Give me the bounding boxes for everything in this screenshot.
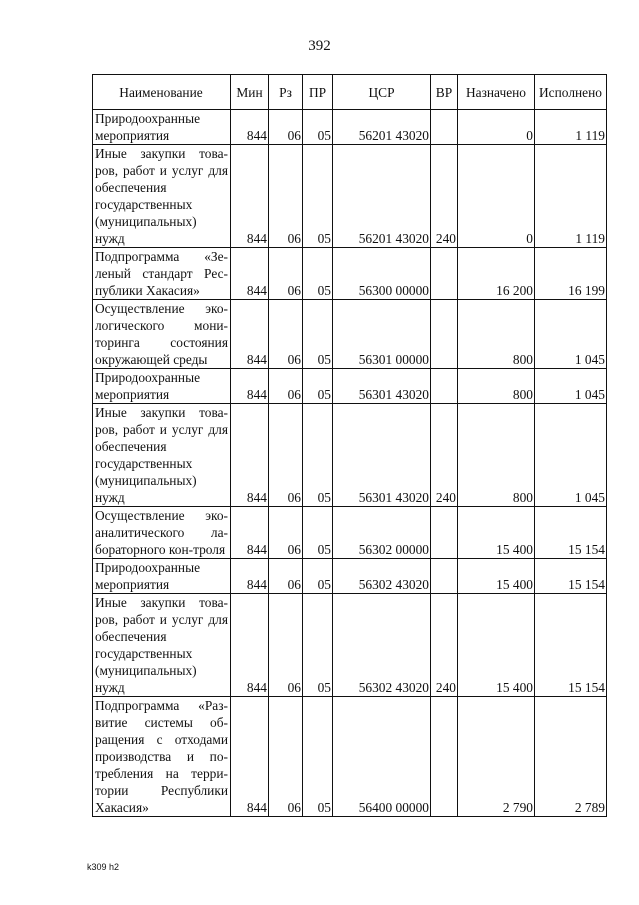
cell-min: 844: [231, 507, 269, 559]
cell-vr: 240: [431, 594, 458, 697]
table-row: [93, 594, 607, 697]
cell-rz: 06: [269, 248, 303, 300]
cell-vr: [431, 110, 458, 145]
cell-pr: 05: [303, 300, 333, 369]
header-name: Наименование: [93, 75, 231, 110]
cell-executed: 1 045: [535, 300, 607, 369]
cell-executed: 1 045: [535, 369, 607, 404]
cell-csr: 56302 43020: [333, 594, 431, 697]
page-number: 392: [308, 38, 331, 54]
table-row: [93, 369, 607, 404]
table-row: [93, 145, 607, 248]
cell-csr: 56300 00000: [333, 248, 431, 300]
cell-name: Иные закупки това-ров, работ и услуг для обеспечения государственных (муниципальных) нужд: [93, 145, 231, 248]
header-executed: Исполнено: [535, 75, 607, 110]
cell-vr: [431, 559, 458, 594]
cell-min: 844: [231, 300, 269, 369]
cell-vr: 240: [431, 404, 458, 507]
cell-vr: [431, 507, 458, 559]
cell-pr: 05: [303, 248, 333, 300]
cell-vr: [431, 300, 458, 369]
cell-vr: [431, 697, 458, 817]
header-pr: ПР: [303, 75, 333, 110]
cell-name: Иные закупки това-ров, работ и услуг для обеспечения государственных (муниципальных) нужд: [93, 594, 231, 697]
cell-csr: 56201 43020: [333, 145, 431, 248]
cell-assigned: 800: [458, 404, 535, 507]
header-assigned: Назначено: [458, 75, 535, 110]
table-row: [93, 110, 607, 145]
cell-vr: [431, 248, 458, 300]
cell-name: Природоохранные мероприятия: [93, 369, 231, 404]
cell-vr: 240: [431, 145, 458, 248]
table-row: [93, 507, 607, 559]
cell-min: 844: [231, 404, 269, 507]
cell-min: 844: [231, 369, 269, 404]
cell-csr: 56201 43020: [333, 110, 431, 145]
cell-rz: 06: [269, 145, 303, 248]
cell-min: 844: [231, 145, 269, 248]
table-row: [93, 300, 607, 369]
table-row: [93, 697, 607, 817]
cell-executed: 15 154: [535, 559, 607, 594]
table-row: [93, 248, 607, 300]
footer-code: k309 h2: [87, 862, 120, 872]
cell-executed: 2 789: [535, 697, 607, 817]
cell-pr: 05: [303, 110, 333, 145]
cell-pr: 05: [303, 697, 333, 817]
cell-rz: 06: [269, 300, 303, 369]
cell-min: 844: [231, 559, 269, 594]
budget-table: [92, 74, 607, 817]
cell-executed: 1 119: [535, 110, 607, 145]
cell-assigned: 800: [458, 369, 535, 404]
cell-vr: [431, 369, 458, 404]
cell-executed: 1 119: [535, 145, 607, 248]
header-row: [93, 75, 607, 110]
cell-min: 844: [231, 110, 269, 145]
header-min: Мин: [231, 75, 269, 110]
cell-pr: 05: [303, 507, 333, 559]
cell-rz: 06: [269, 594, 303, 697]
table-row: [93, 559, 607, 594]
cell-pr: 05: [303, 404, 333, 507]
cell-pr: 05: [303, 559, 333, 594]
cell-rz: 06: [269, 559, 303, 594]
cell-executed: 15 154: [535, 507, 607, 559]
cell-name: Подпрограмма «Зе-леный стандарт Рес-публики Хакасия»: [93, 248, 231, 300]
cell-name: Осуществление эко-логического мони-торинга состояния окружающей среды: [93, 300, 231, 369]
cell-csr: 56302 00000: [333, 507, 431, 559]
header-csr: ЦСР: [333, 75, 431, 110]
cell-rz: 06: [269, 697, 303, 817]
cell-pr: 05: [303, 594, 333, 697]
cell-executed: 1 045: [535, 404, 607, 507]
cell-name: Осуществление эко-аналитического ла-бораторного кон-троля: [93, 507, 231, 559]
cell-assigned: 0: [458, 110, 535, 145]
cell-pr: 05: [303, 145, 333, 248]
cell-assigned: 16 200: [458, 248, 535, 300]
cell-csr: 56301 43020: [333, 369, 431, 404]
cell-pr: 05: [303, 369, 333, 404]
cell-assigned: 15 400: [458, 507, 535, 559]
cell-min: 844: [231, 248, 269, 300]
cell-rz: 06: [269, 369, 303, 404]
cell-assigned: 15 400: [458, 559, 535, 594]
cell-csr: 56301 00000: [333, 300, 431, 369]
cell-assigned: 15 400: [458, 594, 535, 697]
cell-csr: 56302 43020: [333, 559, 431, 594]
cell-name: Иные закупки това-ров, работ и услуг для обеспечения государственных (муниципальных) нужд: [93, 404, 231, 507]
cell-name: Природоохранные мероприятия: [93, 110, 231, 145]
cell-rz: 06: [269, 110, 303, 145]
cell-assigned: 800: [458, 300, 535, 369]
cell-rz: 06: [269, 404, 303, 507]
header-vr: ВР: [431, 75, 458, 110]
cell-rz: 06: [269, 507, 303, 559]
cell-min: 844: [231, 697, 269, 817]
cell-min: 844: [231, 594, 269, 697]
cell-executed: 16 199: [535, 248, 607, 300]
table-row: [93, 404, 607, 507]
cell-name: Природоохранные мероприятия: [93, 559, 231, 594]
cell-csr: 56301 43020: [333, 404, 431, 507]
cell-csr: 56400 00000: [333, 697, 431, 817]
cell-name: Подпрограмма «Раз-витие системы об-ращения с отходами производства и по-требления на терри-тории Республики Хакасия»: [93, 697, 231, 817]
cell-assigned: 0: [458, 145, 535, 248]
cell-assigned: 2 790: [458, 697, 535, 817]
header-rz: Рз: [269, 75, 303, 110]
cell-executed: 15 154: [535, 594, 607, 697]
